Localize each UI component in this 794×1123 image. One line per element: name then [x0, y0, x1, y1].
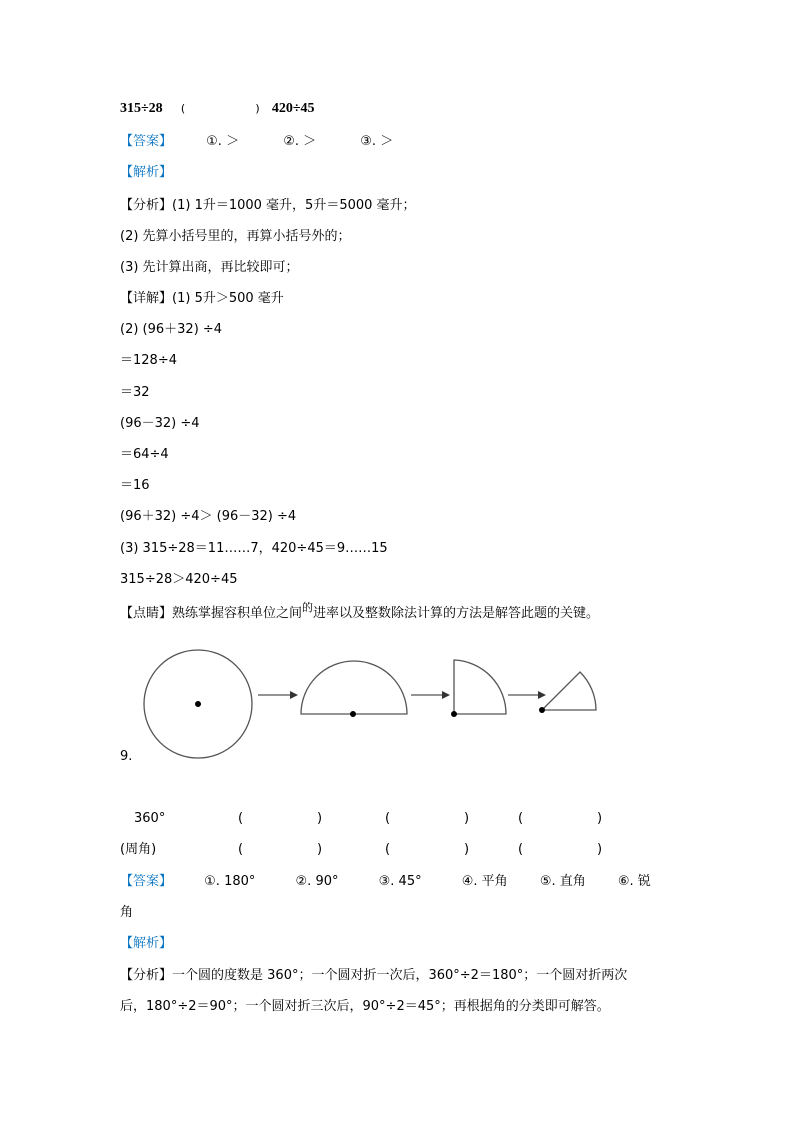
- q9-row1-p2o: (: [385, 811, 391, 826]
- dianjing-tag: 【点睛】: [120, 606, 173, 621]
- xiangjie-line: ＝128÷4: [120, 353, 177, 368]
- eighth-center-dot: [539, 707, 545, 713]
- xiangjie-line: ＝64÷4: [120, 447, 169, 462]
- answer-item: ②. ＞: [283, 134, 317, 149]
- q9-row1-p2c: ): [464, 811, 470, 826]
- jiexi-tag: 【解析】: [120, 165, 173, 180]
- circle-center-dot: [195, 701, 201, 707]
- fenxi-line: [120, 967, 627, 985]
- quarter-circle-shape: [454, 660, 506, 714]
- q9-row2-p1o: (: [238, 842, 244, 857]
- xiangjie-tag: 【详解】: [120, 291, 173, 306]
- q9-row1-p3c: ): [597, 811, 603, 826]
- xiangjie-line: ＝16: [120, 478, 150, 493]
- q9-row2-p2c: ): [464, 842, 470, 857]
- q9-row1-p3o: (: [518, 811, 524, 826]
- xiangjie-line: (96＋32) ÷4＞ (96－32) ÷4: [120, 509, 297, 524]
- answer-line-2: [120, 873, 651, 891]
- xiangjie-line: ＝32: [120, 385, 150, 400]
- answer-tag: 【答案】: [120, 134, 173, 149]
- q8-right-expr: 420÷45: [271, 101, 315, 116]
- answer-item: ③. 45°: [378, 874, 422, 889]
- dianjing-text-b: 进率以及整数除法计算的方法是解答此题的关键。: [313, 606, 600, 621]
- q9-row1-p1c: ): [317, 811, 323, 826]
- q9-row1-p1o: (: [238, 811, 244, 826]
- fenxi-line: (2) 先算小括号里的，再算小括号外的；: [120, 229, 351, 244]
- q9-row1-c0: 360°: [134, 811, 166, 826]
- semicircle-center-dot: [350, 711, 356, 717]
- xiangjie-line: (96－32) ÷4: [120, 416, 200, 431]
- answer-tag: 【答案】: [120, 874, 173, 889]
- q9-row2-c0: (周角): [120, 842, 157, 857]
- semicircle-shape: [301, 661, 407, 714]
- fenxi-text: 一个圆的度数是 360°；一个圆对折一次后，360°÷2＝180°；一个圆对折两次: [172, 968, 628, 983]
- arrow-1-head-icon: [290, 691, 298, 699]
- quarter-center-dot: [451, 711, 457, 717]
- xiangjie-line: 315÷28＞420÷45: [120, 572, 238, 587]
- answer-item: ①. 180°: [204, 874, 256, 889]
- q9-number: 9.: [120, 749, 133, 764]
- answer-item: ①. ＞: [206, 134, 240, 149]
- fenxi-line: (3) 先计算出商，再比较即可；: [120, 260, 299, 275]
- fenxi-tag: 【分析】: [120, 198, 173, 213]
- arrow-2-head-icon: [442, 691, 450, 699]
- q8-paren-open: (: [180, 102, 186, 115]
- answer-item: ⑤. 直角: [539, 874, 586, 889]
- xiangjie-line: (3) 315÷28＝11……7，420÷45＝9……15: [120, 541, 388, 556]
- fenxi-text: (1) 1升＝1000 毫升，5升＝5000 毫升；: [172, 198, 416, 213]
- answer-wrap: 角: [120, 905, 134, 920]
- fenxi-tag: 【分析】: [120, 968, 173, 983]
- q8-left-expr: 315÷28: [120, 101, 163, 116]
- dianjing-text-a: 熟练掌握容积单位之间: [172, 606, 303, 621]
- q9-row2-p1c: ): [317, 842, 323, 857]
- q9-row2-p2o: (: [385, 842, 391, 857]
- fenxi-line: 后，180°÷2＝90°；一个圆对折三次后，90°÷2＝45°；再根据角的分类即可解答。: [120, 999, 610, 1014]
- answer-item: ④. 平角: [461, 874, 508, 889]
- arrow-3-head-icon: [538, 691, 546, 699]
- answer-item: ②. 90°: [295, 874, 339, 889]
- eighth-circle-shape: [542, 672, 596, 710]
- q8-paren-close: ): [255, 102, 260, 115]
- answer-item: ③. ＞: [360, 134, 394, 149]
- answer-item: ⑥. 锐: [617, 874, 651, 889]
- xiangjie-line: (2) (96＋32) ÷4: [120, 322, 223, 337]
- dianjing-super: 的: [302, 601, 314, 614]
- q9-row2-p3c: ): [597, 842, 603, 857]
- xiangjie-text: (1) 5升＞500 毫升: [172, 291, 284, 306]
- q9-row2-p3o: (: [518, 842, 524, 857]
- jiexi-tag: 【解析】: [120, 936, 173, 951]
